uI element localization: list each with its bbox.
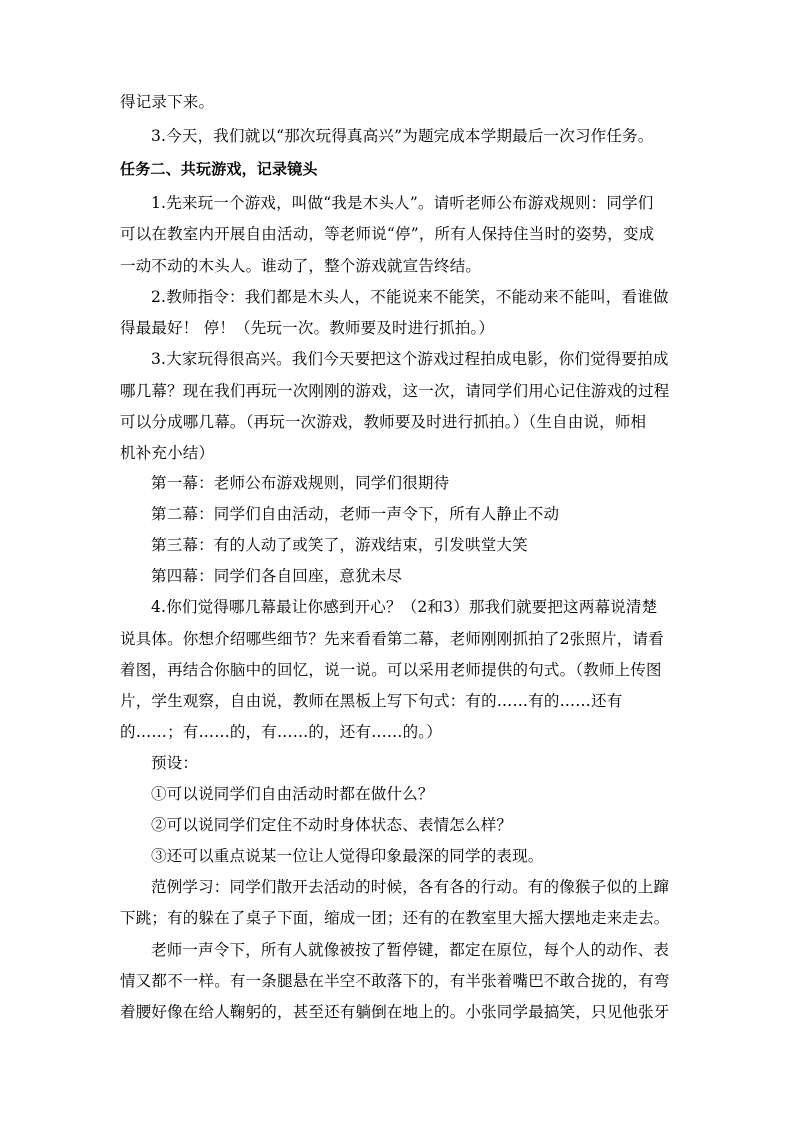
text-line: 得记录下来。 <box>120 93 215 111</box>
text-line: 2.教师指令：我们都是木头人，不能说来不能笑，不能动来不能叫，看谁做 <box>151 288 669 306</box>
text-line: 情又都不一样。有一条腿悬在半空不敢落下的，有半张着嘴巴不敢合拢的，有弯 <box>120 972 670 990</box>
scene-line: 第四幕：同学们各自回座，意犹未尽 <box>151 567 403 585</box>
scene-line: 第二幕：同学们自由活动，老师一声令下，所有人静止不动 <box>151 505 560 523</box>
text-line: 片，学生观察，自由说，教师在黑板上写下句式：有的……有的……还有 <box>120 692 623 710</box>
text-line: 1.先来玩一个游戏，叫做“我是木头人”。请听老师公布游戏规则：同学们 <box>151 194 654 212</box>
text-line: 下跳；有的躲在了桌子下面，缩成一团；还有的在教室里大摇大摆地走来走去。 <box>120 909 670 927</box>
text-line: 可以在教室内开展自由活动，等老师说“停”，所有人保持住当时的姿势，变成 <box>120 225 655 243</box>
scene-line: 第三幕：有的人动了或笑了，游戏结束，引发哄堂大笑 <box>151 536 528 554</box>
text-line: 的……；有……的，有……的，还有……的。） <box>120 723 442 741</box>
text-line: 3.大家玩得很高兴。我们今天要把这个游戏过程拍成电影，你们觉得要拍成 <box>151 350 669 368</box>
text-line: 着图，再结合你脑中的回忆，说一说。可以采用老师提供的句式。（教师上传图 <box>120 661 662 679</box>
text-line: 着腰好像在给人鞠躬的，甚至还有躺倒在地上的。小张同学最搞笑，只见他张牙 <box>120 1003 670 1021</box>
text-line: 说具体。你想介绍哪些细节？先来看看第二幕，老师刚刚抓拍了2张照片，请看 <box>120 630 664 648</box>
text-line: 机补充小结） <box>120 444 215 462</box>
text-line: 3.今天，我们就以“那次玩得真高兴”为题完成本学期最后一次习作任务。 <box>151 127 654 145</box>
scene-line: 第一幕：老师公布游戏规则，同学们很期待 <box>151 474 450 492</box>
list-item: ③还可以重点说某一位让人觉得印象最深的同学的表现。 <box>151 847 544 865</box>
text-line: 老师一声令下，所有人就像被按了暂停键，都定在原位，每个人的动作、表 <box>151 941 670 959</box>
text-line: 预设： <box>151 754 199 772</box>
text-line: 得最最好！ 停！（先玩一次。教师要及时进行抓拍。） <box>120 319 495 337</box>
text-line: 可以分成哪几幕。（再玩一次游戏，教师要及时进行抓拍。）（生自由说，师相 <box>120 413 647 431</box>
text-line: 范例学习：同学们散开去活动的时候，各有各的行动。有的像猴子似的上蹿 <box>151 878 670 896</box>
section-heading: 任务二、共玩游戏，记录镜头 <box>120 160 318 178</box>
text-line: 哪几幕？现在我们再玩一次刚刚的游戏，这一次，请同学们用心记住游戏的过程 <box>120 382 670 400</box>
list-item: ①可以说同学们自由活动时都在做什么？ <box>151 785 434 803</box>
text-line: 4.你们觉得哪几幕最让你感到开心？（2和3）那我们就要把这两幕说清楚 <box>151 598 658 616</box>
text-line: 一动不动的木头人。谁动了，整个游戏就宣告终结。 <box>120 257 482 275</box>
list-item: ②可以说同学们定住不动时身体状态、表情怎么样？ <box>151 816 513 834</box>
